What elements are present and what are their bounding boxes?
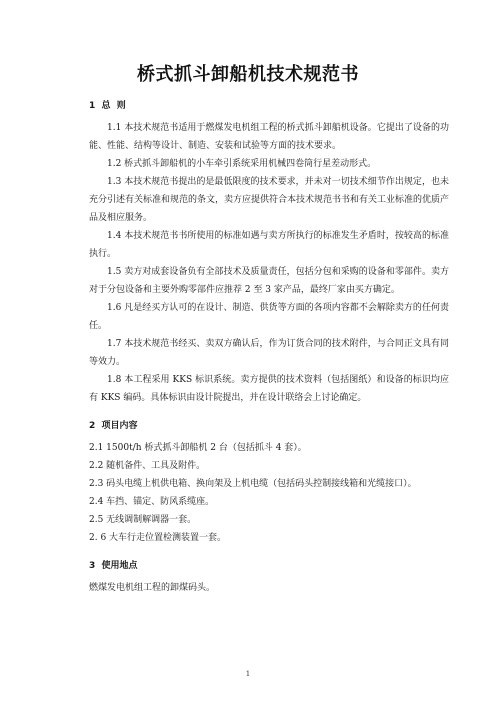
paragraph: 1.5 卖方对成套设备负有全部技术及质量责任，包括分包和采购的设备和零部件。卖方对于分包设备和主要外购零部件应推荐 2 至 3 家产品，最终厂家由买方确定。 [89,267,449,295]
paragraph: 1.4 本技术规范书书所使用的标准如遇与卖方所执行的标准发生矛盾时，按较高的标准执行。 [89,231,449,259]
paragraph: 1.3 本技术规范书提出的是最低限度的技术要求，并未对一切技术细节作出规定，也未充分引述有关标准和规范的条文，卖方应提供符合本技术规范书书和有关工业标准的优质产品及相应服务。 [89,177,450,223]
section-heading: 1 总 则 [89,101,126,111]
list-item: 燃煤发电机组工程的卸煤码头。 [89,583,216,593]
section-heading: 3 使用地点 [89,561,138,571]
section-general [89,97,449,407]
paragraph: 1.8 本工程采用 KKS 标识系统。卖方提供的技术资料（包括图纸）和设备的标识均应有 KKS 编码。具体标识由设计院提出，并在设计联络会上讨论确定。 [89,375,449,403]
section-heading: 2 项目内容 [89,421,138,431]
list-item: 2.3 码头电缆上机供电箱、换向架及上机电缆（包括码头控制接线箱和光缆接口）。 [89,479,417,489]
paragraph: 1.1 本技术规范书适用于燃煤发电机组工程的桥式抓斗卸船机设备。它提出了设备的功能、性能、结构等设计、制造、安装和试验等方面的技术要求。 [89,123,449,151]
list-item: 2.1 1500t/h 桥式抓斗卸船机 2 台（包括抓斗 4 套）。 [89,443,307,453]
paragraph: 1.2 桥式抓斗卸船机的小车牵引系统采用机械四卷筒行星差动形式。 [107,159,377,169]
list-item: 2.4 车挡、锚定、防风系缆座。 [89,497,215,507]
paragraph: 1.6 凡是经买方认可的在设计、制造、供货等方面的各项内容都不会解除卖方的任何责任。 [89,303,449,331]
paragraph: 1.7 本技术规范书经买、卖双方确认后，作为订货合同的技术附件，与合同正文具有同等效力。 [89,339,449,367]
document-body [89,97,449,597]
list-item: 2.2 随机备件、工具及附件。 [89,461,206,471]
section-location [89,557,449,597]
document-title: 桥式抓斗卸船机技术规范书 [137,64,359,85]
list-item: 2.5 无线调制解调器一套。 [89,515,197,525]
section-project-content [89,417,449,547]
list-item: 2. 6 大车行走位置检测装置一套。 [89,533,227,543]
page-number: 1 [245,670,251,678]
